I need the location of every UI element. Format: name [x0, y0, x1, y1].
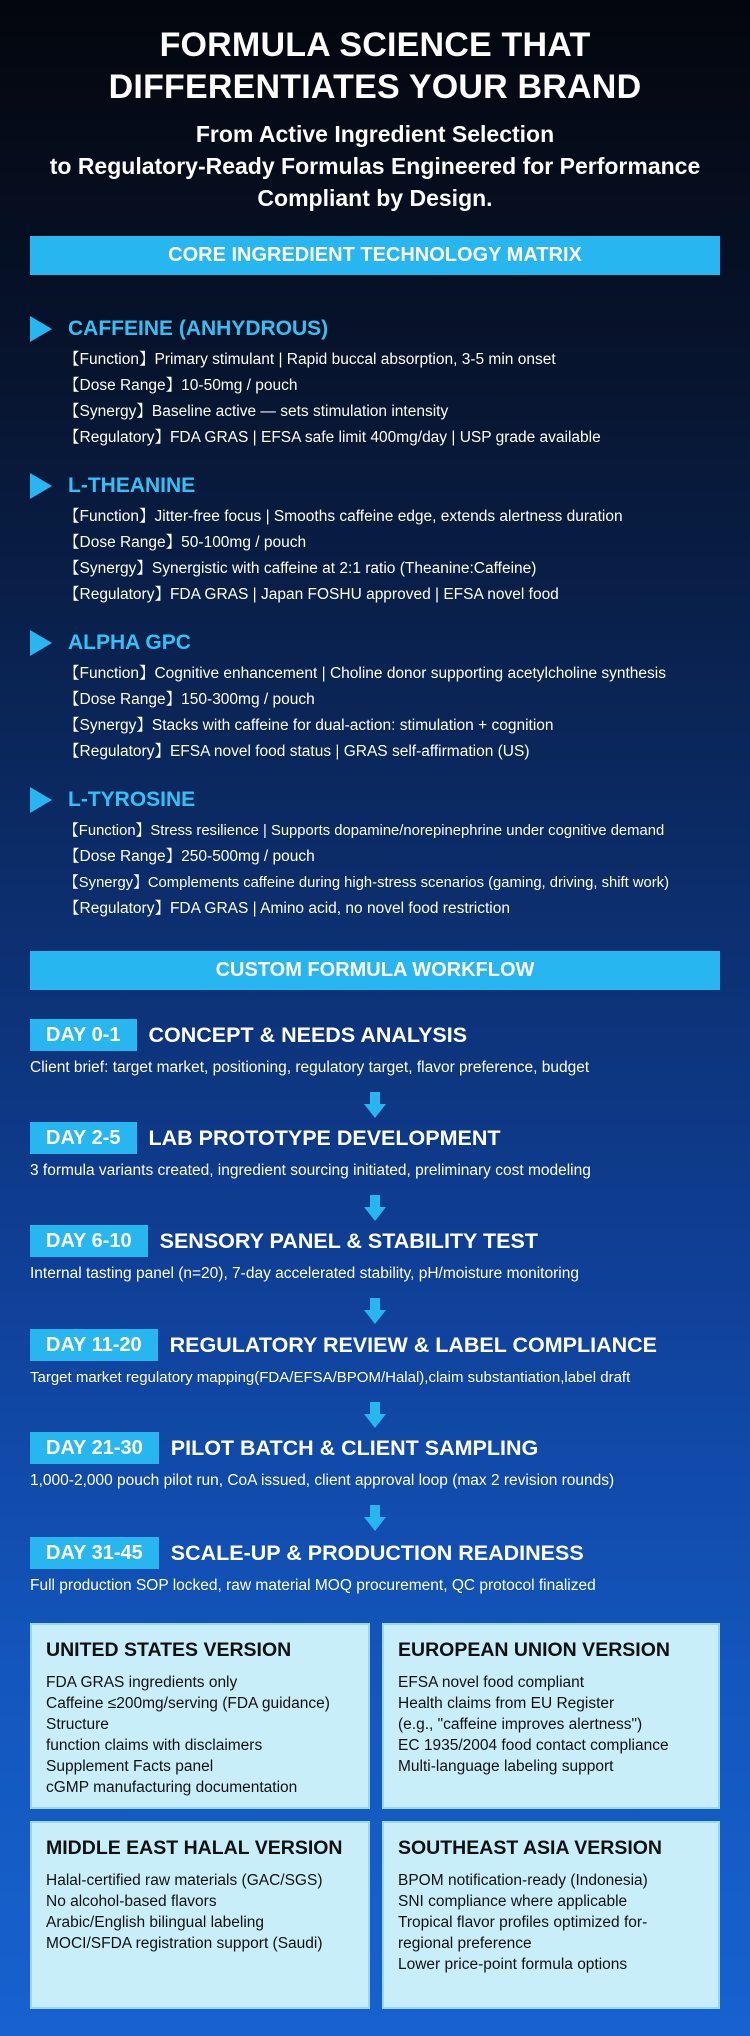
card-line: regional preference: [398, 1935, 532, 1952]
card-line: MOCI/SFDA registration support (Saudi): [46, 1935, 323, 1952]
ingredient-dose: 【Dose Range】250-500mg / pouch: [64, 848, 315, 865]
card-line: Supplement Facts panel: [46, 1758, 214, 1775]
ingredient-synergy: 【Synergy】Synergistic with caffeine at 2:1 ratio (Theanine:Caffeine): [64, 560, 537, 577]
ingredient-regulatory: 【Regulatory】FDA GRAS | EFSA safe limit 400mg/day | USP grade available: [64, 429, 601, 446]
ingredient-dose: 【Dose Range】150-300mg / pouch: [64, 691, 315, 708]
card-line: BPOM notification-ready (Indonesia): [398, 1872, 648, 1889]
card-line: Health claims from EU Register: [398, 1695, 615, 1712]
southeast-asia-version-card: [382, 1821, 720, 2009]
ingredient-synergy: 【Synergy】Stacks with caffeine for dual-action: stimulation + cognition: [64, 717, 554, 734]
step-description: 3 formula variants created, ingredient sourcing initiated, preliminary cost modeling: [30, 1162, 591, 1179]
step-description: Target market regulatory mapping(FDA/EFSA/BPOM/Halal),claim substantiation,label draft: [30, 1369, 631, 1386]
triangle-bullet-icon: [30, 630, 52, 656]
title-line: FORMULA SCIENCE THAT: [159, 26, 591, 64]
card-line: Tropical flavor profiles optimized for-: [398, 1914, 648, 1931]
ingredient-name: CAFFEINE (ANHYDROUS): [68, 317, 329, 340]
workflow-heading: CUSTOM FORMULA WORKFLOW: [30, 951, 720, 990]
arrow-down-icon: [364, 1505, 386, 1531]
ingredient-l-theanine: [30, 471, 730, 608]
ingredient-regulatory: 【Regulatory】FDA GRAS | Japan FOSHU approved | EFSA novel food: [64, 586, 559, 603]
card-title: MIDDLE EAST HALAL VERSION: [46, 1837, 343, 1859]
card-title: EUROPEAN UNION VERSION: [398, 1639, 670, 1661]
step-title: LAB PROTOTYPE DEVELOPMENT: [148, 1125, 501, 1150]
step-title: SENSORY PANEL & STABILITY TEST: [159, 1228, 538, 1253]
triangle-bullet-icon: [30, 316, 52, 342]
card-line: Multi-language labeling support: [398, 1758, 614, 1775]
step-title: REGULATORY REVIEW & LABEL COMPLIANCE: [169, 1332, 658, 1357]
card-line: cGMP manufacturing documentation: [46, 1779, 298, 1796]
ingredient-function: 【Function】Cognitive enhancement | Choline donor supporting acetylcholine synthesis: [64, 665, 666, 682]
card-line: EC 1935/2004 food contact compliance: [398, 1737, 669, 1754]
arrow-down-icon: [364, 1092, 386, 1118]
page-header: [0, 0, 750, 214]
page-title: [0, 24, 750, 108]
middle-east-version-card: [30, 1821, 370, 2009]
card-title: UNITED STATES VERSION: [46, 1639, 292, 1661]
card-line: (e.g., "caffeine improves alertness"): [398, 1716, 643, 1733]
page-subtitle: [0, 118, 750, 214]
title-line: DIFFERENTIATES YOUR BRAND: [108, 68, 642, 106]
subtitle-line: From Active Ingredient Selection: [195, 121, 555, 147]
workflow-step-6: [30, 1537, 730, 1595]
eu-version-card: [382, 1623, 720, 1809]
arrow-down-icon: [364, 1402, 386, 1428]
workflow-step-4: [30, 1329, 730, 1386]
matrix-heading: CORE INGREDIENT TECHNOLOGY MATRIX: [30, 236, 720, 275]
card-line: Structure: [46, 1716, 109, 1733]
ingredient-synergy: 【Synergy】Complements caffeine during high-stress scenarios (gaming, driving, shift work): [64, 875, 670, 891]
day-badge: DAY 11-20: [30, 1329, 158, 1361]
card-line: Lower price-point formula options: [398, 1956, 628, 1973]
step-title: SCALE-UP & PRODUCTION READINESS: [170, 1540, 584, 1565]
ingredient-function: 【Function】Jitter-free focus | Smooths caffeine edge, extends alertness duration: [64, 508, 623, 525]
us-version-card: [30, 1623, 370, 1809]
day-badge: DAY 31-45: [30, 1537, 159, 1569]
ingredient-function: 【Function】Primary stimulant | Rapid buccal absorption, 3-5 min onset: [64, 351, 556, 368]
ingredient-caffeine: [30, 314, 730, 451]
card-line: Arabic/English bilingual labeling: [46, 1914, 264, 1931]
workflow-step-5: [30, 1432, 730, 1490]
ingredient-regulatory: 【Regulatory】FDA GRAS | Amino acid, no novel food restriction: [64, 900, 510, 917]
day-badge: DAY 6-10: [30, 1225, 148, 1257]
step-description: 1,000-2,000 pouch pilot run, CoA issued, client approval loop (max 2 revision rounds): [30, 1472, 615, 1489]
card-title: SOUTHEAST ASIA VERSION: [398, 1837, 663, 1859]
card-line: Caffeine ≤200mg/serving (FDA guidance): [46, 1695, 330, 1712]
ingredient-name: ALPHA GPC: [68, 631, 191, 654]
card-line: function claims with disclaimers: [46, 1737, 263, 1754]
ingredient-synergy: 【Synergy】Baseline active — sets stimulation intensity: [64, 403, 449, 420]
subtitle-line: Compliant by Design.: [257, 185, 493, 211]
step-description: Full production SOP locked, raw material MOQ procurement, QC protocol finalized: [30, 1577, 596, 1594]
card-line: No alcohol-based flavors: [46, 1893, 217, 1910]
day-badge: DAY 2-5: [30, 1122, 137, 1154]
day-badge: DAY 21-30: [30, 1432, 159, 1464]
card-line: FDA GRAS ingredients only: [46, 1674, 238, 1691]
triangle-bullet-icon: [30, 473, 52, 499]
day-badge: DAY 0-1: [30, 1019, 137, 1051]
card-line: Halal-certified raw materials (GAC/SGS): [46, 1872, 323, 1889]
arrow-down-icon: [364, 1195, 386, 1221]
card-line: EFSA novel food compliant: [398, 1674, 585, 1691]
workflow-step-3: [30, 1225, 730, 1283]
triangle-bullet-icon: [30, 787, 52, 813]
step-description: Internal tasting panel (n=20), 7-day accelerated stability, pH/moisture monitoring: [30, 1265, 579, 1282]
card-line: SNI compliance where applicable: [398, 1893, 628, 1910]
ingredient-regulatory: 【Regulatory】EFSA novel food status | GRAS self-affirmation (US): [64, 743, 530, 760]
workflow-step-2: [30, 1122, 730, 1180]
arrow-down-icon: [364, 1298, 386, 1324]
ingredient-dose: 【Dose Range】50-100mg / pouch: [64, 534, 307, 551]
subtitle-line: to Regulatory-Ready Formulas Engineered for Performance: [49, 153, 701, 179]
ingredient-name: L-TYROSINE: [68, 788, 196, 811]
ingredient-name: L-THEANINE: [68, 474, 196, 497]
workflow-step-1: [30, 1019, 730, 1077]
ingredient-dose: 【Dose Range】10-50mg / pouch: [64, 377, 298, 394]
step-title: CONCEPT & NEEDS ANALYSIS: [148, 1022, 468, 1047]
ingredient-function: 【Function】Stress resilience | Supports dopamine/norepinephrine under cognitive demand: [64, 823, 665, 839]
step-title: PILOT BATCH & CLIENT SAMPLING: [170, 1435, 539, 1460]
ingredient-l-tyrosine: [30, 785, 730, 922]
ingredient-alpha-gpc: [30, 628, 730, 765]
step-description: Client brief: target market, positioning, regulatory target, flavor preference, budget: [30, 1059, 590, 1076]
